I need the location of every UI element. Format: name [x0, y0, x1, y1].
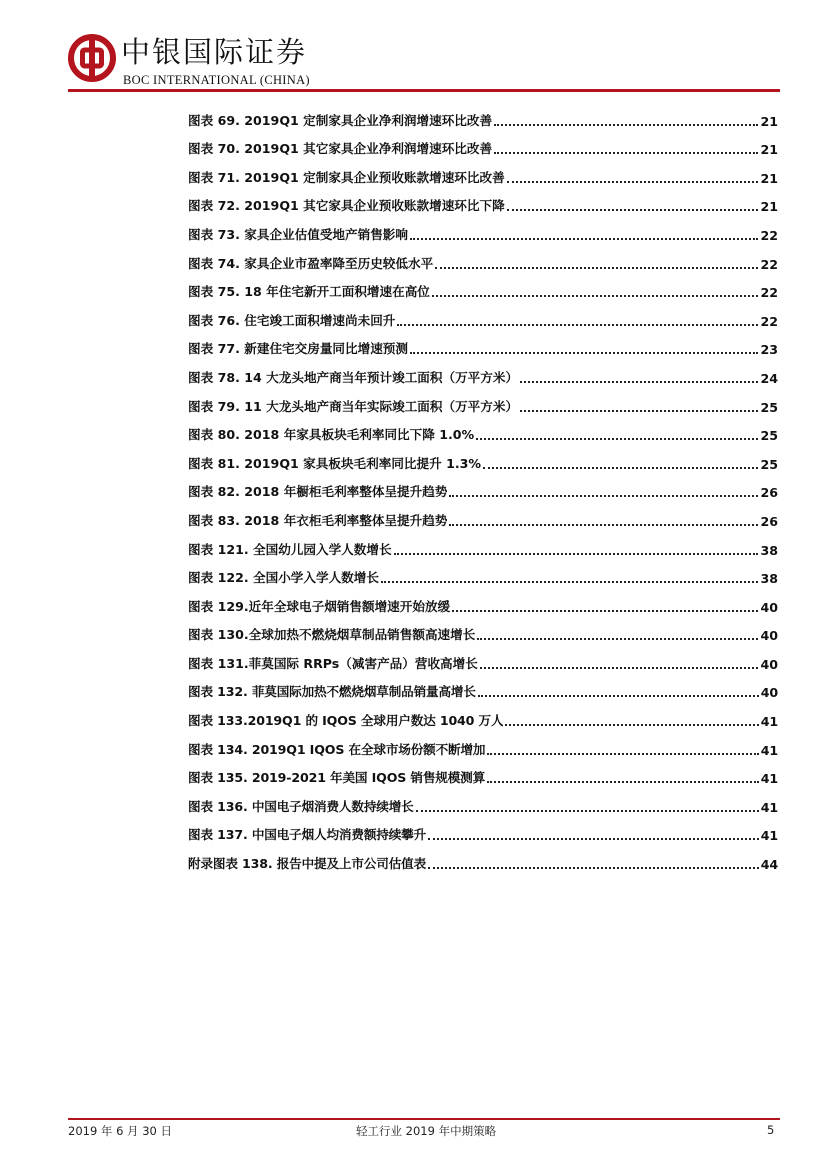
toc-entry[interactable] — [188, 786, 778, 815]
footer-date: 2019 年 6 月 30 日 — [68, 1124, 172, 1138]
boc-logo-icon — [68, 34, 116, 82]
toc-entry-page: 21 — [760, 199, 778, 215]
toc-dot-leader — [505, 724, 758, 726]
toc-entry-label: 图表 129.近年全球电子烟销售额增速开始放缓 — [188, 598, 451, 614]
toc-entry-label: 图表 81. 2019Q1 家具板块毛利率同比提升 1.3% — [188, 455, 482, 471]
toc-entry-page: 22 — [760, 285, 778, 301]
toc-entry-page: 38 — [760, 542, 778, 558]
toc-entry-label: 图表 133.2019Q1 的 IQOS 全球用户数达 1040 万人 — [188, 713, 504, 729]
toc-entry-label: 附录图表 138. 报告中提及上市公司估值表 — [188, 856, 427, 872]
toc-entry[interactable] — [188, 672, 778, 701]
toc-entry[interactable] — [188, 272, 778, 301]
toc-entry-page: 40 — [760, 599, 778, 615]
toc-entry-label: 图表 134. 2019Q1 IQOS 在全球市场份额不断增加 — [188, 741, 486, 757]
toc-entry[interactable] — [188, 443, 778, 472]
toc-entry-label: 图表 74. 家具企业市盈率降至历史较低水平 — [188, 255, 434, 271]
toc-entry-label: 图表 77. 新建住宅交房量同比增速预测 — [188, 341, 408, 357]
toc-dot-leader — [477, 638, 758, 640]
toc-entry-page: 41 — [760, 799, 778, 815]
toc-dot-leader — [494, 124, 758, 126]
toc-dot-leader — [487, 753, 758, 755]
toc-entry-page: 22 — [760, 313, 778, 329]
toc-entry-label: 图表 72. 2019Q1 其它家具企业预收账款增速环比下降 — [188, 198, 505, 214]
toc-entry[interactable] — [188, 729, 778, 758]
toc-entry[interactable] — [188, 300, 778, 329]
toc-entry[interactable] — [188, 586, 778, 615]
toc-dot-leader — [428, 838, 759, 840]
toc-entry[interactable] — [188, 157, 778, 186]
toc-entry[interactable] — [188, 758, 778, 787]
toc-entry-page: 23 — [760, 342, 778, 358]
footer-report-title: 轻工行业 2019 年中期策略 — [356, 1124, 497, 1138]
toc-dot-leader — [397, 324, 758, 326]
toc-entry-page: 26 — [760, 513, 778, 529]
toc-entry-page: 41 — [760, 828, 778, 844]
toc-entry-label: 图表 122. 全国小学入学人数增长 — [188, 570, 379, 586]
toc-entry-page: 22 — [760, 256, 778, 272]
toc-entry-label: 图表 75. 18 年住宅新开工面积增速在高位 — [188, 284, 430, 300]
toc-entry-page: 25 — [760, 456, 778, 472]
toc-entry-label: 图表 83. 2018 年衣柜毛利率整体呈提升趋势 — [188, 512, 448, 528]
table-of-figures — [188, 100, 778, 872]
toc-dot-leader — [520, 381, 758, 383]
toc-dot-leader — [480, 667, 759, 669]
toc-entry[interactable] — [188, 529, 778, 558]
toc-entry-page: 40 — [760, 685, 778, 701]
toc-entry-label: 图表 71. 2019Q1 定制家具企业预收账款增速环比改善 — [188, 169, 505, 185]
toc-dot-leader — [478, 695, 759, 697]
brand-name-cn: 中银国际证券 — [121, 35, 308, 69]
toc-entry-label: 图表 79. 11 大龙头地产商当年实际竣工面积（万平方米） — [188, 398, 519, 414]
toc-entry-label: 图表 70. 2019Q1 其它家具企业净利润增速环比改善 — [188, 141, 493, 157]
toc-entry[interactable] — [188, 558, 778, 587]
toc-entry[interactable] — [188, 643, 778, 672]
toc-entry-label: 图表 121. 全国幼儿园入学人数增长 — [188, 541, 392, 557]
toc-entry-page: 40 — [760, 656, 778, 672]
toc-dot-leader — [483, 467, 758, 469]
toc-entry-page: 21 — [760, 142, 778, 158]
toc-entry[interactable] — [188, 186, 778, 215]
header-divider — [68, 89, 780, 92]
toc-dot-leader — [394, 553, 759, 555]
toc-entry[interactable] — [188, 100, 778, 129]
toc-entry-label: 图表 137. 中国电子烟人均消费额持续攀升 — [188, 827, 427, 843]
toc-entry-label: 图表 69. 2019Q1 定制家具企业净利润增速环比改善 — [188, 112, 493, 128]
toc-entry-label: 图表 131.菲莫国际 RRPs（减害产品）营收高增长 — [188, 655, 478, 671]
toc-entry[interactable] — [188, 214, 778, 243]
toc-dot-leader — [435, 267, 758, 269]
toc-dot-leader — [494, 152, 758, 154]
toc-dot-leader — [449, 495, 758, 497]
toc-entry-label: 图表 136. 中国电子烟消费人数持续增长 — [188, 798, 414, 814]
toc-entry-page: 22 — [760, 227, 778, 243]
toc-entry-page: 41 — [760, 742, 778, 758]
toc-entry[interactable] — [188, 472, 778, 501]
toc-entry-page: 44 — [760, 857, 778, 873]
toc-entry-page: 38 — [760, 571, 778, 587]
toc-dot-leader — [432, 295, 759, 297]
toc-entry[interactable] — [188, 815, 778, 844]
toc-entry-label: 图表 132. 菲莫国际加热不燃烧烟草制品销量高增长 — [188, 684, 476, 700]
toc-entry-page: 25 — [760, 399, 778, 415]
toc-dot-leader — [520, 410, 758, 412]
toc-entry-page: 21 — [760, 170, 778, 186]
toc-entry[interactable] — [188, 357, 778, 386]
toc-entry[interactable] — [188, 415, 778, 444]
toc-entry[interactable] — [188, 129, 778, 158]
brand-name-en: BOC INTERNATIONAL (CHINA) — [123, 73, 310, 87]
toc-dot-leader — [449, 524, 758, 526]
toc-entry[interactable] — [188, 386, 778, 415]
toc-entry[interactable] — [188, 329, 778, 358]
toc-entry[interactable] — [188, 243, 778, 272]
toc-dot-leader — [476, 438, 758, 440]
toc-entry-label: 图表 135. 2019-2021 年美国 IQOS 销售规模测算 — [188, 770, 486, 786]
toc-entry-page: 41 — [760, 771, 778, 787]
toc-dot-leader — [487, 781, 759, 783]
toc-dot-leader — [410, 238, 758, 240]
toc-entry[interactable] — [188, 500, 778, 529]
toc-dot-leader — [507, 181, 759, 183]
toc-entry-page: 25 — [760, 428, 778, 444]
toc-entry[interactable] — [188, 615, 778, 644]
toc-dot-leader — [410, 352, 758, 354]
toc-entry-page: 40 — [760, 628, 778, 644]
toc-entry-label: 图表 82. 2018 年橱柜毛利率整体呈提升趋势 — [188, 484, 448, 500]
toc-entry-page: 21 — [760, 113, 778, 129]
toc-entry-label: 图表 76. 住宅竣工面积增速尚未回升 — [188, 312, 396, 328]
toc-entry-label: 图表 73. 家具企业估值受地产销售影响 — [188, 226, 408, 242]
toc-entry-page: 41 — [760, 714, 778, 730]
toc-dot-leader — [428, 867, 759, 869]
toc-dot-leader — [452, 610, 758, 612]
toc-dot-leader — [507, 209, 759, 211]
toc-dot-leader — [416, 810, 759, 812]
toc-entry[interactable] — [188, 700, 778, 729]
toc-dot-leader — [381, 581, 759, 583]
toc-entry[interactable] — [188, 843, 778, 872]
footer-page-number: 5 — [767, 1123, 775, 1137]
toc-entry-label: 图表 130.全球加热不燃烧烟草制品销售额高速增长 — [188, 627, 476, 643]
toc-entry-page: 26 — [760, 485, 778, 501]
toc-entry-page: 24 — [760, 370, 778, 386]
toc-entry-label: 图表 80. 2018 年家具板块毛利率同比下降 1.0% — [188, 427, 475, 443]
page-header — [0, 0, 827, 100]
toc-entry-label: 图表 78. 14 大龙头地产商当年预计竣工面积（万平方米） — [188, 369, 519, 385]
footer-divider — [68, 1118, 780, 1120]
